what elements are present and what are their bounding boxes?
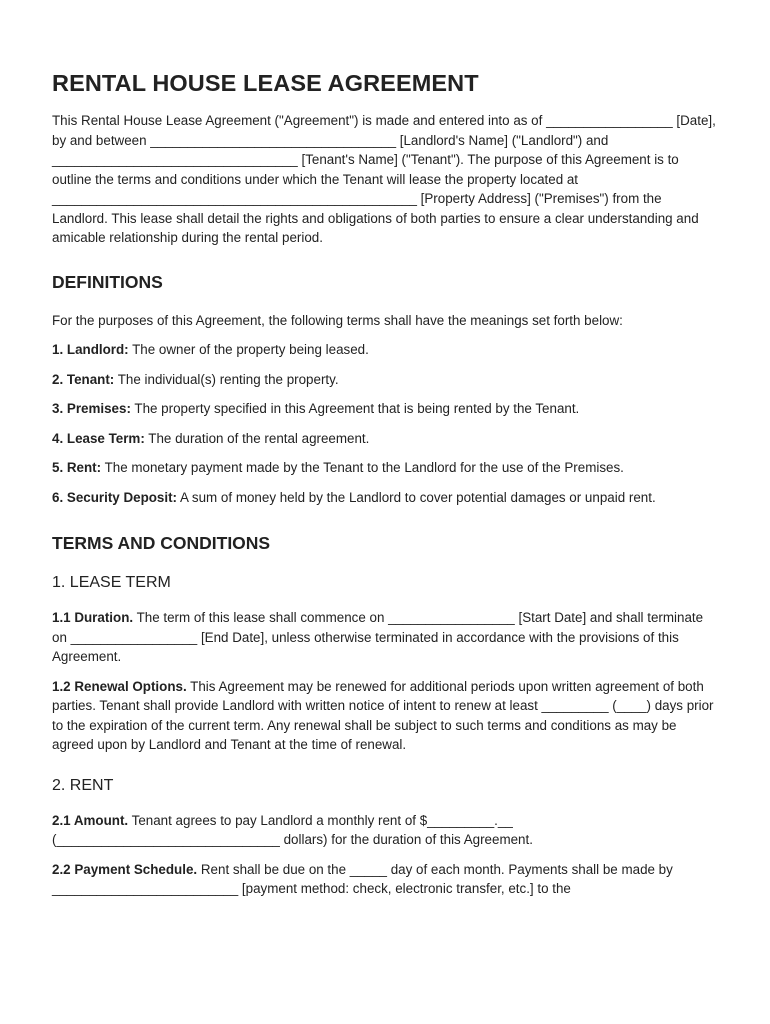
clause-label: 2.2 Payment Schedule. <box>52 861 198 877</box>
definitions-heading: DEFINITIONS <box>52 271 163 292</box>
clause-text: Rent shall be due on the _____ day of each month. Payments shall be made by _________________________ [payment method: check, electronic transfer, etc.] to the <box>52 861 673 896</box>
definition-term: 3. Premises: <box>52 401 131 416</box>
document-page <box>52 70 718 909</box>
intro-paragraph: This Rental House Lease Agreement ("Agreement") is made and entered into as of _________________ [Date], by and between _________________________________ [Landlord's Name] ("Landlord") and _________________________________ [Tenant's Name] ("Tenant"). The purpose of this Agreement is to outline the terms and conditions under which the Tenant will lease the property located at _________________________________________________ [Property Address] ("Premises") from the Landlord. This lease shall detail the rights and obligations of both parties to ensure a clear understanding and amicable relationship during the rental period. <box>52 113 716 245</box>
definition-tenant <box>52 370 718 390</box>
definition-rent <box>52 458 718 478</box>
definition-text: The owner of the property being leased. <box>132 342 369 357</box>
clause-payment-schedule <box>52 860 718 899</box>
document-title: RENTAL HOUSE LEASE AGREEMENT <box>52 70 479 96</box>
definition-text: The monetary payment made by the Tenant to the Landlord for the use of the Premises. <box>104 460 624 475</box>
definitions-lead: For the purposes of this Agreement, the following terms shall have the meanings set forth below: <box>52 312 623 328</box>
definition-security-deposit <box>52 488 718 508</box>
clause-text: This Agreement may be renewed for additional periods upon written agreement of both parties. Tenant shall provide Landlord with written notice of intent to renew at least _________ (____) days prior to the expiration of the current term. Any renewal shall be subject to such terms and conditions as may be agreed upon by Landlord and Tenant at the time of renewal. <box>52 678 714 752</box>
terms-heading: TERMS AND CONDITIONS <box>52 533 271 553</box>
clause-duration <box>52 608 718 667</box>
lease-term-heading: 1. LEASE TERM <box>52 574 171 591</box>
definition-term: 1. Landlord: <box>52 342 129 357</box>
definition-text: A sum of money held by the Landlord to cover potential damages or unpaid rent. <box>180 489 656 505</box>
definition-premises <box>52 399 718 419</box>
definition-text: The property specified in this Agreement that is being rented by the Tenant. <box>134 401 580 416</box>
definition-term: 2. Tenant: <box>52 371 115 387</box>
clause-renewal-options <box>52 677 718 755</box>
clause-label: 1.2 Renewal Options. <box>52 678 187 694</box>
rent-heading: 2. RENT <box>52 776 114 794</box>
clause-label: 1.1 Duration. <box>52 610 134 625</box>
definition-term: 6. Security Deposit: <box>52 489 178 505</box>
definition-landlord <box>52 340 718 360</box>
clause-label: 2.1 Amount. <box>52 812 129 828</box>
clause-amount <box>52 811 718 850</box>
definition-term: 5. Rent: <box>52 460 102 475</box>
definition-lease-term <box>52 429 718 449</box>
definition-text: The individual(s) renting the property. <box>117 371 339 387</box>
definition-text: The duration of the rental agreement. <box>148 430 370 446</box>
clause-text: Tenant agrees to pay Landlord a monthly rent of $_________.__ (______________________________ dollars) for the duration of this Agreement. <box>52 812 533 847</box>
clause-text: The term of this lease shall commence on _________________ [Start Date] and shall terminate on _________________ [End Date], unless otherwise terminated in accordance with the provisions of this Agreement. <box>52 610 704 664</box>
definition-term: 4. Lease Term: <box>52 430 145 446</box>
